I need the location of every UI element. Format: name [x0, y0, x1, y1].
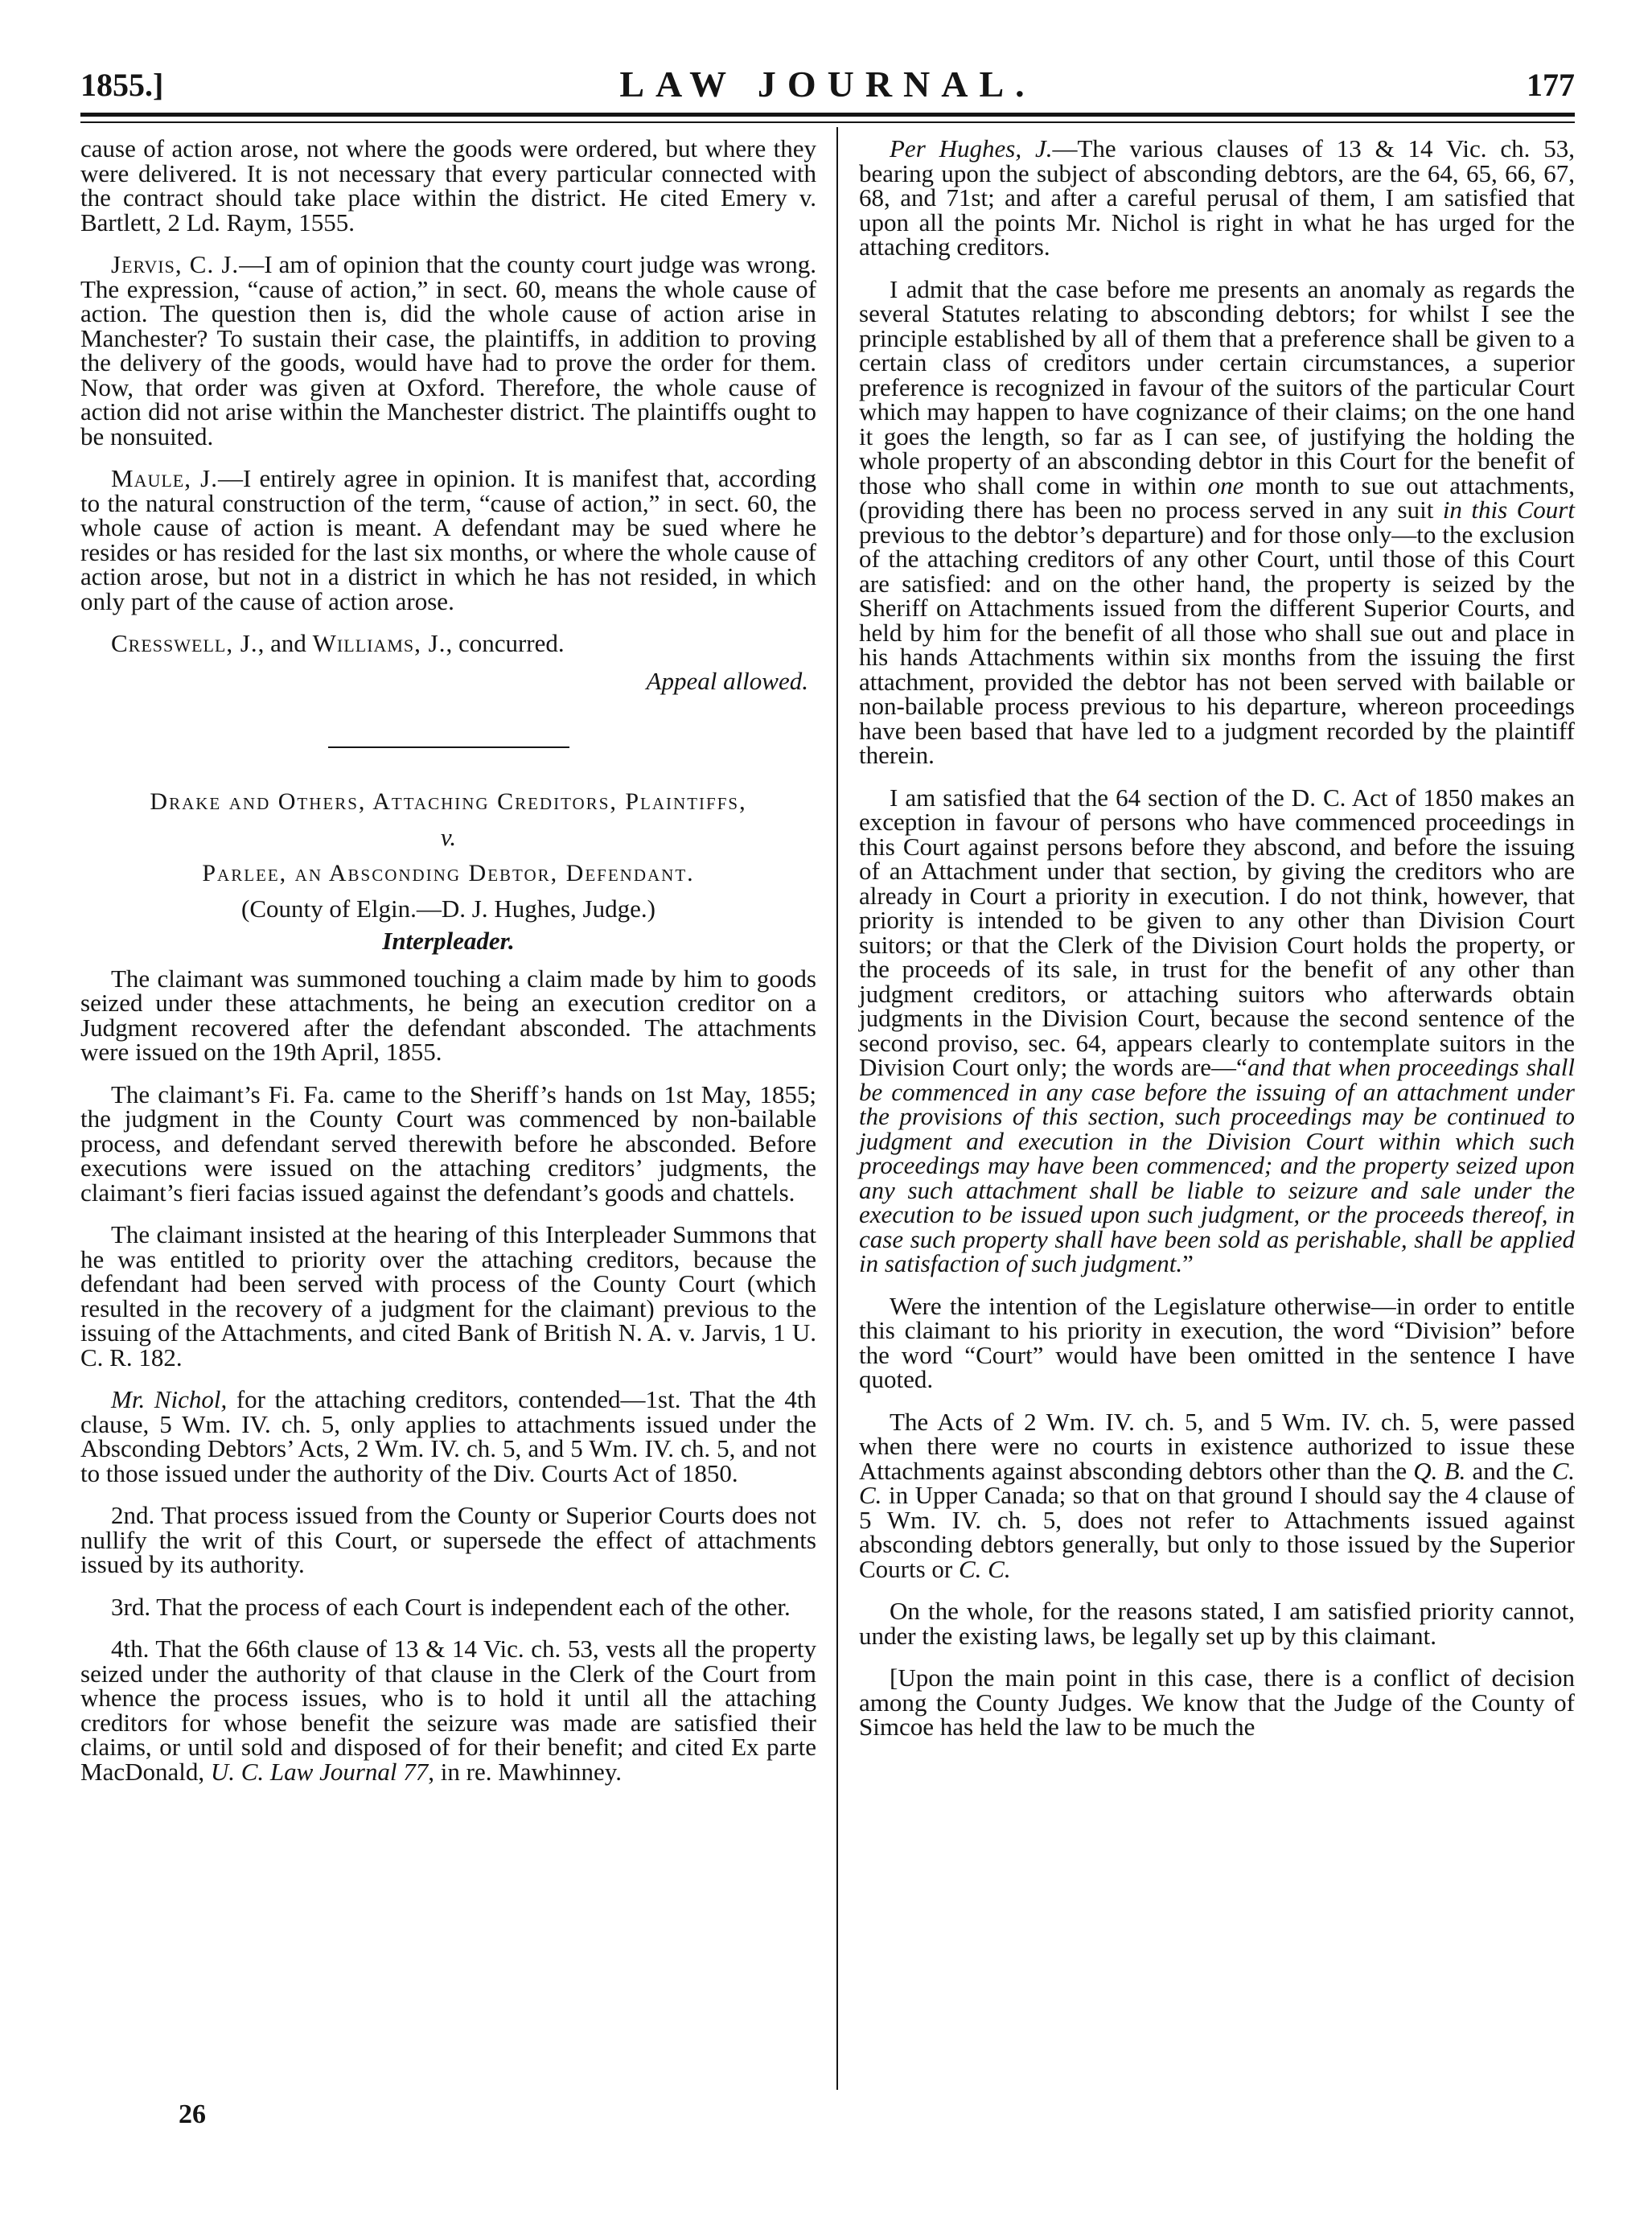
case-topic: Interpleader.	[382, 927, 515, 955]
emphasis: Q. B.	[1413, 1456, 1466, 1485]
paragraph	[859, 274, 1576, 769]
column-divider	[836, 127, 838, 2090]
text-fragment: , concurred.	[446, 629, 565, 657]
paragraph: 3rd. That the process of each Court is independent each of the other.	[111, 1592, 791, 1621]
case-separator	[328, 746, 569, 748]
page-number: 177	[1527, 67, 1575, 103]
text-fragment: , in re. Mawhinney.	[428, 1757, 623, 1786]
judgment-text: —I am of opinion that the county court judge was wrong. The expression, “cause of action,” in sect. 60, means the whole cause of action. The question then is, did the whole cause of action arise in Manchester? To sustain their case, the plaintiffs, in addition to proving the delivery of the goods, would have had to prove the order for them. Now, that order was given at Oxford. Therefore, the whole cause of action did not arise within the Manchester district. The plaintiffs ought to be nonsuited.	[80, 250, 817, 450]
paragraph: The claimant was summoned touching a claim made by him to goods seized under these attachments, he being an execution creditor on a Judgment recovered after the defendant absconded. The attachments were issued on the 19th April, 1855.	[80, 964, 816, 1066]
paragraph: 2nd. That process issued from the County or Superior Courts does not nullify the writ of this Court, or supersede the effect of attachments issued by its authority.	[80, 1501, 816, 1578]
text-fragment: month to sue out attachments, (providing there has been no process served in any suit	[859, 471, 1576, 524]
paragraph: Were the intention of the Legislature otherwise—in order to entitle this claimant to his priority in execution, the word “Division” before the word “Court” would have been omitted in the sentence I have quoted.	[859, 1291, 1575, 1393]
text-fragment: The Acts of 2 Wm. IV. ch. 5, and 5 Wm. IV. ch. 5, were passed when there were no courts in existence authorized to issue these Attachments against absconding debtors other than the	[859, 1407, 1575, 1485]
counsel-name: Mr. Nichol,	[111, 1385, 228, 1413]
text-fragment: previous to the debtor’s departure) and for those only—to the exclusion of the attaching creditors of any other Court, until those of this Court are satisfied: and on the other hand, the property is seized by the Sheriff on Attachments issued from the different Superior Courts, and held by him for the benefit of all those who shall sue out and place in his hands Attachments within six months from the issuing the first attachment, provided the debtor has not been served with bailable or non-bailable process previous to his departure, whereon proceedings have been based that have led to a judgment recorded by the plaintiff therein.	[859, 520, 1575, 769]
paragraph: On the whole, for the reasons stated, I am satisfied priority cannot, under the existing laws, be legally set up by this claimant.	[859, 1597, 1575, 1650]
judgment-text: —I entirely agree in opinion. It is manifest that, according to the natural construction of the term, “cause of action,” in sect. 60, the whole cause of action is meant. A defendant may be sued where he resides or has resided for the last six months, or where the whole cause of action arose, but not in a district in which he has not resided, in which only part of the cause of action arose.	[80, 464, 816, 615]
text-fragment: —The various clauses of 13 & 14 Vic. ch. 53, bearing upon the subject of absconding debtors, are the 64, 65, 66, 67, 68, and 71st; and after a careful perusal of them, I am satisfied that upon all the points Mr. Nichol is right in what he has urged for the attaching creditors.	[859, 134, 1575, 261]
paragraph-hughes	[859, 134, 1575, 261]
emphasis: C. C.	[859, 1456, 1575, 1509]
appeal-result: Appeal allowed.	[646, 666, 808, 695]
case-title-plaintiffs: Drake and Others, Attaching Creditors, Plaintiffs,	[150, 788, 747, 815]
judge-name: Jervis, C. J.	[111, 250, 240, 278]
statute-quote: and that when proceedings shall be commenced in any case before the issuing of an attachment under the provisions of this section, such proceedings may be continued to judgment and execution in the Division Court within which such proceedings may have been commenced; and the property seized upon any such attachment shall be liable to seizure and sale under the execution to be issued upon such judgment, or the proceeds thereof, in case such property shall have been sold as perishable, shall be applied in satisfaction of such judgment.	[859, 1053, 1575, 1277]
paragraph: The claimant insisted at the hearing of this Interpleader Summons that he was entitled to priority over the attaching creditors, because the defendant had been served with process of the County Court (which resulted in the recovery of a judgment for the claimant) previous to the issuing of the Attachments, and cited Bank of British N. A. v. Jarvis, 1 U. C. R. 182.	[80, 1220, 816, 1371]
judge-name: Williams, J.	[312, 629, 446, 657]
emphasis: one	[1207, 471, 1244, 500]
header-rule-thick	[80, 113, 1575, 117]
emphasis: in this Court	[1442, 496, 1575, 524]
judge-name: Maule, J.	[111, 464, 218, 492]
text-fragment: ”	[1182, 1249, 1194, 1277]
paragraph-concurred	[80, 631, 816, 656]
text-fragment: 4th. That the 66th clause of 13 & 14 Vic. ch. 53, vests all the property seized under the authority of that clause in the Clerk of the Court from whence the process issues, who is to hold it until all the attaching creditors for whose benefit the seizure was made are satisfied their claims, or until sold and disposed of for their benefit; and cited Ex parte MacDonald,	[80, 1635, 816, 1786]
header-year: 1855.]	[80, 67, 164, 103]
paragraph	[80, 1637, 816, 1784]
paragraph: The claimant’s Fi. Fa. came to the Sheriff’s hands on 1st May, 1855; the judgment in the County Court was commenced by non-bailable process, and defendant served therewith before he absconded. Before executions were issued on the attaching creditors’ judgments, the claimant’s fieri facias issued against the defendant’s goods and chattels.	[80, 1079, 816, 1207]
left-column	[80, 134, 817, 1802]
journal-title: LAW JOURNAL.	[619, 64, 1036, 105]
case-versus: v.	[440, 823, 457, 851]
case-court: (County of Elgin.—D. J. Hughes, Judge.)	[241, 894, 655, 923]
emphasis: C. C.	[959, 1554, 1011, 1583]
text-fragment: and the	[1465, 1456, 1552, 1485]
paragraph-continuation: cause of action arose, not where the goods were ordered, but where they were delivered. It is not necessary that every particular connected with the contract should take place within the district. He cited Emery v. Bartlett, 2 Ld. Raym, 1555.	[80, 134, 816, 236]
text-fragment: , and	[257, 629, 313, 657]
paragraph-nichol	[80, 1385, 816, 1487]
right-column	[859, 134, 1576, 1758]
paragraph: [Upon the main point in this case, there is a conflict of decision among the County Judges. We know that the Judge of the County of Simcoe has held the law to be much the	[859, 1663, 1575, 1741]
text-fragment: for the attaching creditors, contended—1st. That the 4th clause, 5 Wm. IV. ch. 5, only applies to attachments issued under the Absconding Debtors’ Acts, 2 Wm. IV. ch. 5, and 5 Wm. IV. ch. 5, and not to those issued under the authority of the Div. Courts Act of 1850.	[80, 1385, 816, 1487]
judge-name: Per Hughes, J.	[890, 134, 1053, 162]
paragraph-maule	[80, 464, 816, 615]
text-fragment: I admit that the case before me presents an anomaly as regards the several Statutes relating to absconding debtors; for whilst I see the principle established by all of them that a preference shall be given to a certain class of creditors under certain circumstances, a superior preference is recognized in favour of the suitors of the particular Court which may happen to have cognizance of their claims; on the one hand it goes the length, so far as I can see, of justifying the holding the whole property of an absconding debtor in this Court for the benefit of those who shall come in within	[859, 274, 1575, 500]
header-rule-thin	[80, 121, 1575, 123]
citation: U. C. Law Journal 77	[210, 1757, 429, 1786]
text-fragment: I am satisfied that the 64 section of the D. C. Act of 1850 makes an exception in favour of persons who have commenced proceedings in this Court against persons before they abscond, and before the issuing of an Attachment under that section, by giving the creditors who are already in Court a priority in execution. I do not think, however, that priority is intended to be given to any other than Division Court suitors; or that the Clerk of the Division Court holds the property, or the proceeds of its sale, in trust for the benefit of any other than judgment creditors, or attaching suitors who afterwards obtain judgments in the Division Court, because the second sentence of the second proviso, sec. 64, appears clearly to contemplate suitors in the Division Court only; the words are—“	[859, 783, 1575, 1081]
judge-name: Cresswell, J.	[111, 629, 258, 657]
paragraph-jervis	[80, 250, 817, 450]
paragraph	[859, 783, 1575, 1277]
case-title-defendant: Parlee, an Absconding Debtor, Defendant.	[202, 859, 695, 886]
text-fragment: in Upper Canada; so that on that ground I should say the 4 clause of 5 Wm. IV. ch. 5, does not refer to Attachments issued against absconding debtors generally, but only to those issued by the Superior Courts or	[859, 1481, 1575, 1583]
running-header	[80, 63, 1575, 113]
signature-mark: 26	[179, 2099, 206, 2129]
paragraph	[859, 1407, 1575, 1583]
